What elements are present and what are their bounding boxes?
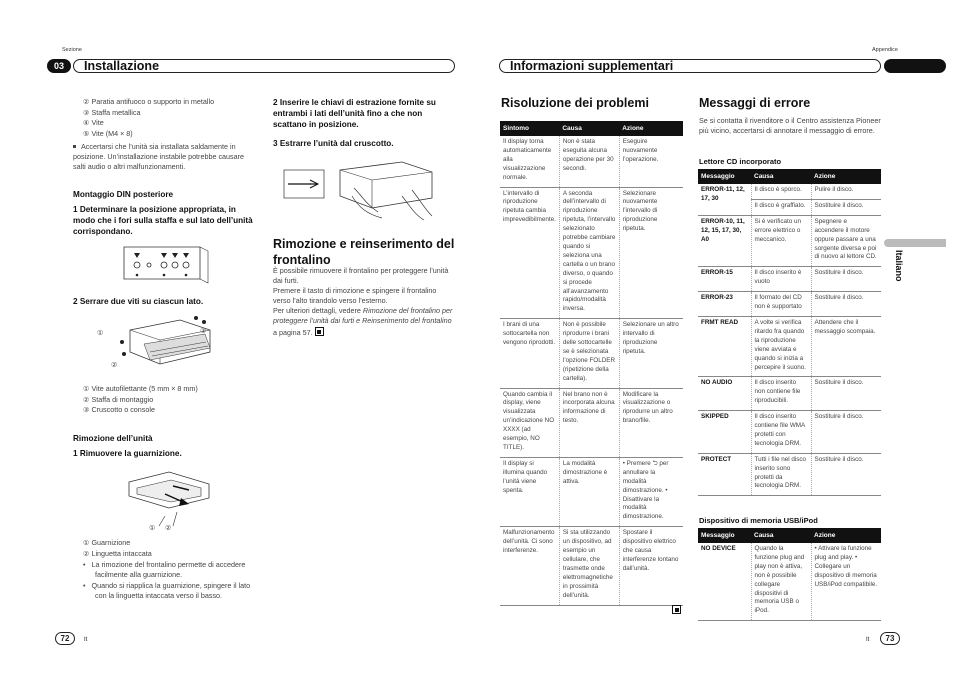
page-number-left: 72 (55, 632, 75, 645)
table-header-row (698, 528, 881, 543)
removal-heading: Rimozione dell’unità (73, 434, 153, 443)
frontalino-link[interactable]: Rimozione del frontalino per proteggere l’unità dai furti e Reinserimento del frontalino (273, 306, 453, 325)
column-header: Causa (751, 169, 811, 184)
page-number-right: 73 (880, 632, 900, 645)
din-mount-illustration (110, 312, 220, 377)
table-row: Il display si illumina quando l’unità viene spenta. La modalità dimostrazione è attiva. • Premere ⮌ per annullare la modalità dimostrazione. • Disattivare la modalità dimostrazione. (500, 457, 683, 526)
table-row: ERROR-23 Il formato del CD non è supportato Sostituire il disco. (698, 292, 881, 317)
table-row: Il disco è graffiato. Sostituire il disco. (698, 199, 881, 215)
table-row: ERROR-15 Il disco inserito è vuoto Sostituire il disco. (698, 267, 881, 292)
side-tab-language: Italiano (894, 250, 904, 282)
appendix-title: Informazioni supplementari (510, 59, 674, 73)
callout-2: ② (111, 360, 118, 369)
stop-icon (672, 605, 681, 614)
table-row: SKIPPED Il disco inserito contiene file WMA protetti con tecnologia DRM. Sostituire il disco. (698, 411, 881, 454)
column-header: Messaggio (698, 528, 751, 543)
section-label: Sezione (62, 47, 82, 53)
removal-callout-1: ① (149, 523, 156, 532)
callout-1: ① (97, 328, 104, 337)
list-item: ① Vite autofilettante (5 mm × 8 mm) (83, 384, 198, 393)
table-row: ERROR-11, 12, 17, 30 Il disco è sporco. Pulire il disco. (698, 184, 881, 199)
din-holes-illustration (122, 245, 210, 285)
table-row: L’intervallo di riproduzione ripetuta cambia imprevedibilmente. A seconda dell’intervallo di riproduzione ripetuta, l’intervallo selezionato potrebbe cambiare quando si seleziona una cartella o un brano diverso, o quando si procede all’avanzamento rapido/modalità inversa. Selezionare nuovamente l’intervallo di riproduzione ripetuta. (500, 187, 683, 319)
removal-step-1: 1 Rimuovere la guarnizione. (73, 449, 182, 458)
list-item: ④ Vite (83, 118, 104, 127)
intro-list (83, 97, 258, 139)
usb-heading: Dispositivo di memoria USB/iPod (699, 516, 818, 525)
column-header: Messaggio (698, 169, 751, 184)
appendix-end-cap (884, 59, 946, 73)
bullet-icon (73, 145, 76, 148)
table-header-row (500, 121, 683, 136)
troubleshooting-table (500, 121, 683, 606)
column-header: Causa (751, 528, 811, 543)
list-item: ③ Cruscotto o console (83, 405, 155, 414)
removal-callout-2: ② (165, 523, 172, 532)
table-row: PROTECT Tutti i file nel disco inserito sono protetti da tecnologia DRM. Sostituire il disco. (698, 453, 881, 496)
column-header: Sintomo (500, 121, 559, 136)
column-header: Azione (811, 528, 881, 543)
table-row: Il display torna automaticamente alla visualizzazione normale. Non è stata eseguita alcuna operazione per 30 secondi. Eseguire nuovamente l’operazione. (500, 136, 683, 187)
usb-error-table (698, 528, 881, 621)
side-tab-bar (884, 239, 946, 247)
din-heading: Montaggio DIN posteriore (73, 190, 174, 199)
stop-icon (315, 327, 324, 336)
table-row: FRMT READ A volte si verifica ritardo fra quando la riproduzione viene avviata e quando si inizia a percepire il suono. Attendere che il messaggio scompaia. (698, 316, 881, 376)
table-row: I brani di una sottocartella non vengono riprodotti. Non è possibile riprodurre i brani delle sottocartelle se è selezionata l’opzione FOLDER (ripetizione della cartella). Selezionare un altro intervallo di riproduzione ripetuta. (500, 319, 683, 388)
cd-error-table (698, 169, 881, 496)
column-header: Azione (619, 121, 683, 136)
list-item: ① Guarnizione (83, 538, 131, 547)
din-item-list (83, 384, 258, 416)
trim-ring-illustration (125, 468, 215, 530)
section-number-badge: 03 (47, 59, 71, 73)
callout-3: ③ (200, 326, 207, 335)
din-step-1: 1 Determinare la posizione appropriata, in modo che i fori sulla staffa e sul lato dell’unità corrispondano. (73, 205, 253, 236)
list-item: • Quando si riapplica la guarnizione, spingere il lato con la linguetta intaccata verso il basso. (83, 581, 251, 600)
error-messages-intro: Se si contatta il rivenditore o il Centro assistenza Pioneer più vicino, accertarsi di annotare il messaggio di errore. (699, 116, 881, 135)
list-item: ② Staffa di montaggio (83, 394, 154, 404)
list-item: ③ Staffa metallica (83, 107, 141, 117)
table-row: Quando cambia il display, viene visualizzata un’indicazione NO XXXX (ad esempio, NO TITLE). Nel brano non è incorporata alcuna informazione di testo. Modificare la visualizzazione o riprodurre un altro brano/file. (500, 388, 683, 457)
lang-left: It (84, 637, 88, 643)
column-header: Causa (559, 121, 619, 136)
extraction-illustration (282, 160, 442, 222)
section-title: Installazione (84, 59, 160, 73)
col2-step-2: 2 Inserire le chiavi di estrazione fornite su entrambi i lati dell’unità fino a che non scattano in posizione. (273, 98, 436, 129)
list-item: ② Paratia antifuoco o supporto in metallo (83, 97, 215, 106)
table-row: Malfunzionamento dell’unità. Ci sono interferenze. Si sta utilizzando un dispositivo, ad esempio un cellulare, che trasmette onde elettromagnetiche in prossimità dell’unità. Spostare il dispositivo elettrico che causa interferenze lontano dall’unità. (500, 527, 683, 605)
table-row: ERROR-10, 11, 12, 15, 17, 30, A0 Si è verificato un errore elettrico o meccanico. Spegnere e accendere il motore oppure passare a una sorgente diversa e poi di nuovo al lettore CD. (698, 215, 881, 267)
intro-note: Accertarsi che l’unità sia installata saldamente in posizione. Un’installazione instabile potrebbe causare salti audio o altri malfunzionamenti. (73, 142, 245, 171)
list-item: • La rimozione del frontalino permette di accedere facilmente alla guarnizione. (83, 560, 246, 579)
table-row: NO DEVICE Quando la funzione plug and play non è attiva, non è possibile collegare dispositivi di memoria USB o iPod. • Attivare la funzione plug and play. • Collegare un dispositivo di memoria USB/iPod compatibile. (698, 543, 881, 621)
col2-step-3: 3 Estrarre l’unità dal cruscotto. (273, 139, 394, 148)
list-item: ⑤ Vite (M4 × 8) (83, 128, 133, 138)
column-header: Azione (811, 169, 881, 184)
table-header-row (698, 169, 881, 184)
lang-right: It (866, 637, 870, 643)
list-item: ② Linguetta intaccata (83, 548, 152, 558)
din-step-2: 2 Serrare due viti su ciascun lato. (73, 297, 204, 306)
removal-bullet-list (83, 560, 253, 601)
cd-heading: Lettore CD incorporato (699, 157, 782, 166)
error-messages-heading: Messaggi di errore (699, 96, 811, 110)
table-row: NO AUDIO Il disco inserito non contiene file riproducibili. Sostituire il disco. (698, 377, 881, 411)
appendix-label: Appendice (872, 47, 898, 53)
frontalino-heading: Rimozione e reinserimento del frontalino (273, 237, 455, 267)
troubleshooting-heading: Risoluzione dei problemi (501, 96, 649, 110)
removal-item-list (83, 538, 258, 559)
frontalino-text: È possibile rimuovere il frontalino per proteggere l’unità dai furti. Premere il tasto di rimozione e spingere il frontalino verso l’alto tirandolo verso l’esterno. Per ulteriori dettagli, vedere Rimozione del frontalino per proteggere l’unità dai furti e Reinserimento del frontalino a pagina 57. (273, 266, 453, 337)
